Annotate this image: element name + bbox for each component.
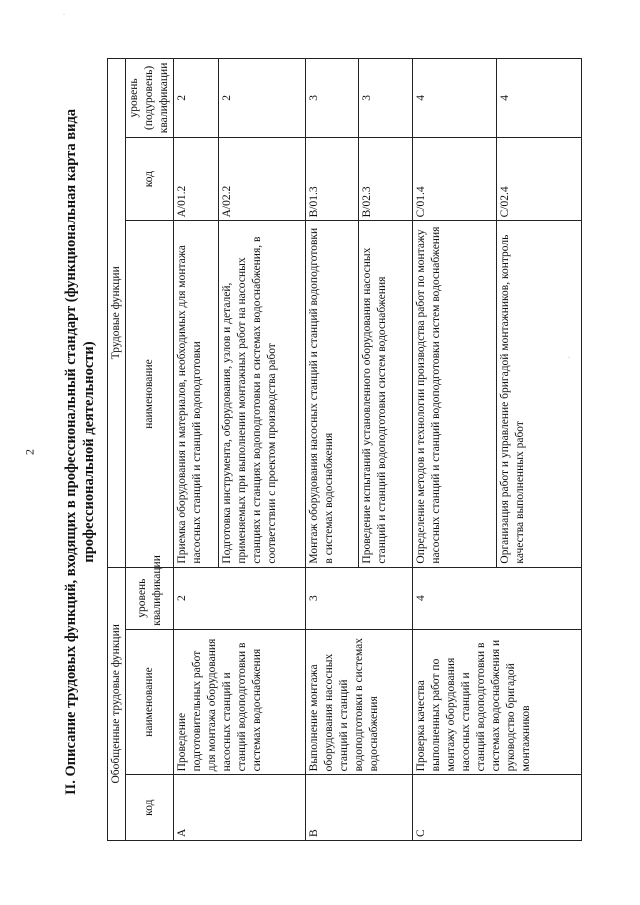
function-level-a01: 2 bbox=[174, 59, 219, 138]
functional-map-table bbox=[107, 58, 582, 841]
function-level-a02: 2 bbox=[219, 59, 306, 138]
functional-map-table-wrapper bbox=[107, 58, 582, 841]
function-level-c01: 4 bbox=[412, 59, 496, 138]
function-code-c02: C/02.4 bbox=[497, 137, 582, 221]
function-name-c02: Организация работ и управление бригадой монтажников, контроль качества выполненных работ bbox=[497, 221, 582, 567]
generalized-name-c: Проверка качества выполненных работ по монтажу оборудования насосных станций и станций водоподготовки в системах водоснабжения и руководство бригадой монтажников bbox=[412, 629, 581, 775]
page-number: 2 bbox=[22, 449, 37, 455]
heading-line-2: профессиональной деятельности) bbox=[81, 341, 97, 563]
function-name-a02: Подготовка инструмента, оборудования, узлов и деталей, применяемых при выполнении монтажных работ на насосных станциях и станциях водоподготовки в системах водоснабжения, в соответствии с проектом производства работ bbox=[219, 221, 306, 567]
heading-line-1: II. Описание трудовых функций, входящих в профессиональный стандарт (функциональная карта вида bbox=[63, 108, 79, 796]
function-code-a01: A/01.2 bbox=[174, 137, 219, 221]
function-name-c01: Определение методов и технологии производства работ по монтажу насосных станций и станций водоподготовки систем водоснабжения bbox=[412, 221, 496, 567]
generalized-code-b: B bbox=[305, 775, 412, 841]
header-function-level: уровень (подуровень) квалификации bbox=[126, 59, 174, 138]
function-name-b02: Проведение испытаний установленного оборудования насосных станций и станций водоподготовки систем водоснабжения bbox=[359, 221, 413, 567]
function-level-c02: 4 bbox=[497, 59, 582, 138]
table-row bbox=[174, 59, 219, 841]
function-code-c01: C/01.4 bbox=[412, 137, 496, 221]
function-code-a02: A/02.2 bbox=[219, 137, 306, 221]
generalized-level-a: 2 bbox=[174, 567, 306, 629]
generalized-code-c: C bbox=[412, 775, 581, 841]
function-name-b01: Монтаж оборудования насосных станций и станций водоподготовки в системах водоснабжения bbox=[305, 221, 359, 567]
function-level-b01: 3 bbox=[305, 59, 359, 138]
section-heading bbox=[62, 67, 98, 837]
generalized-name-a: Проведение подготовительных работ для монтажа оборудования насосных станций и станций водоподготовки в системах водоснабжения bbox=[174, 629, 306, 775]
header-level: уровень квалификации bbox=[126, 567, 174, 629]
generalized-code-a: A bbox=[174, 775, 306, 841]
table-row bbox=[305, 59, 359, 841]
function-code-b02: B/02.3 bbox=[359, 137, 413, 221]
header-labor-functions: Трудовые функции bbox=[108, 59, 126, 568]
header-generalized-functions: Обобщенные трудовые функции bbox=[108, 567, 126, 840]
header-function-code: код bbox=[126, 137, 174, 221]
function-level-b02: 3 bbox=[359, 59, 413, 138]
function-code-b01: B/01.3 bbox=[305, 137, 359, 221]
scan-speck: · bbox=[568, 355, 570, 361]
header-code: код bbox=[126, 775, 174, 841]
generalized-name-b: Выполнение монтажа оборудования насосных станций и станций водоподготовки в системах водоснабжения bbox=[305, 629, 412, 775]
header-name: наименование bbox=[126, 629, 174, 775]
scan-speck: · bbox=[63, 12, 65, 18]
function-name-a01: Приемка оборудования и материалов, необходимых для монтажа насосных станций и станций водоподготовки bbox=[174, 221, 219, 567]
header-function-name: наименование bbox=[126, 221, 174, 567]
table-row bbox=[412, 59, 496, 841]
generalized-level-c: 4 bbox=[412, 567, 581, 629]
generalized-level-b: 3 bbox=[305, 567, 412, 629]
